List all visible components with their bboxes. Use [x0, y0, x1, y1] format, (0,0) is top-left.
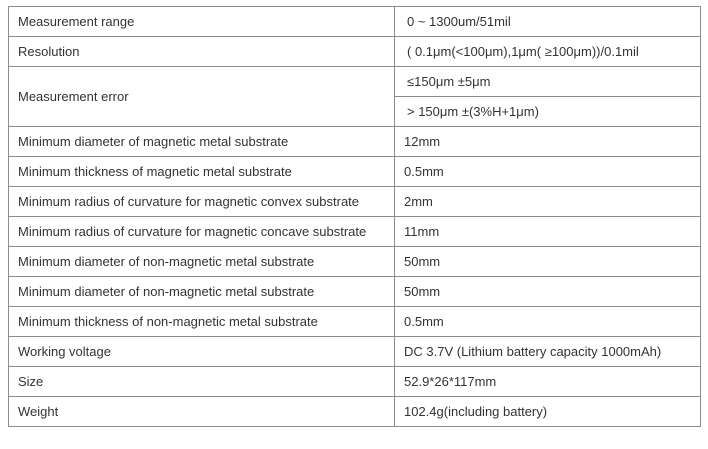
- spec-value: DC 3.7V (Lithium battery capacity 1000mAh): [395, 337, 701, 367]
- spec-label: Minimum thickness of magnetic metal substrate: [9, 157, 395, 187]
- specification-table: [8, 6, 701, 427]
- spec-label: Minimum diameter of non-magnetic metal substrate: [9, 277, 395, 307]
- spec-value: 50mm: [395, 247, 701, 277]
- spec-value: ≤150μm ±5μm: [395, 67, 701, 97]
- spec-label: Minimum radius of curvature for magnetic concave substrate: [9, 217, 395, 247]
- spec-label: Minimum diameter of magnetic metal substrate: [9, 127, 395, 157]
- spec-value: 102.4g(including battery): [395, 397, 701, 427]
- spec-value: 2mm: [395, 187, 701, 217]
- spec-label: Minimum radius of curvature for magnetic convex substrate: [9, 187, 395, 217]
- table-row: [9, 337, 701, 367]
- table-row: [9, 277, 701, 307]
- spec-value: ( 0.1μm(<100μm),1μm( ≥100μm))/0.1mil: [395, 37, 701, 67]
- spec-label: Minimum diameter of non-magnetic metal substrate: [9, 247, 395, 277]
- spec-label: Resolution: [9, 37, 395, 67]
- table-row: [9, 67, 701, 97]
- table-row: [9, 157, 701, 187]
- table-row: [9, 367, 701, 397]
- spec-value: 0.5mm: [395, 307, 701, 337]
- spec-label: Size: [9, 367, 395, 397]
- table-row: [9, 37, 701, 67]
- table-row: [9, 307, 701, 337]
- spec-label: Minimum thickness of non-magnetic metal substrate: [9, 307, 395, 337]
- spec-value: 50mm: [395, 277, 701, 307]
- spec-value: 12mm: [395, 127, 701, 157]
- table-row: [9, 217, 701, 247]
- table-row: [9, 127, 701, 157]
- spec-value: 0 ~ 1300um/51mil: [395, 7, 701, 37]
- spec-label: Measurement error: [9, 67, 395, 127]
- table-row: [9, 187, 701, 217]
- spec-value: 11mm: [395, 217, 701, 247]
- spec-value: > 150μm ±(3%H+1μm): [395, 97, 701, 127]
- table-row: [9, 397, 701, 427]
- spec-label: Weight: [9, 397, 395, 427]
- table-row: [9, 247, 701, 277]
- spec-value: 0.5mm: [395, 157, 701, 187]
- spec-value: 52.9*26*117mm: [395, 367, 701, 397]
- table-row: [9, 7, 701, 37]
- spec-label: Working voltage: [9, 337, 395, 367]
- spec-label: Measurement range: [9, 7, 395, 37]
